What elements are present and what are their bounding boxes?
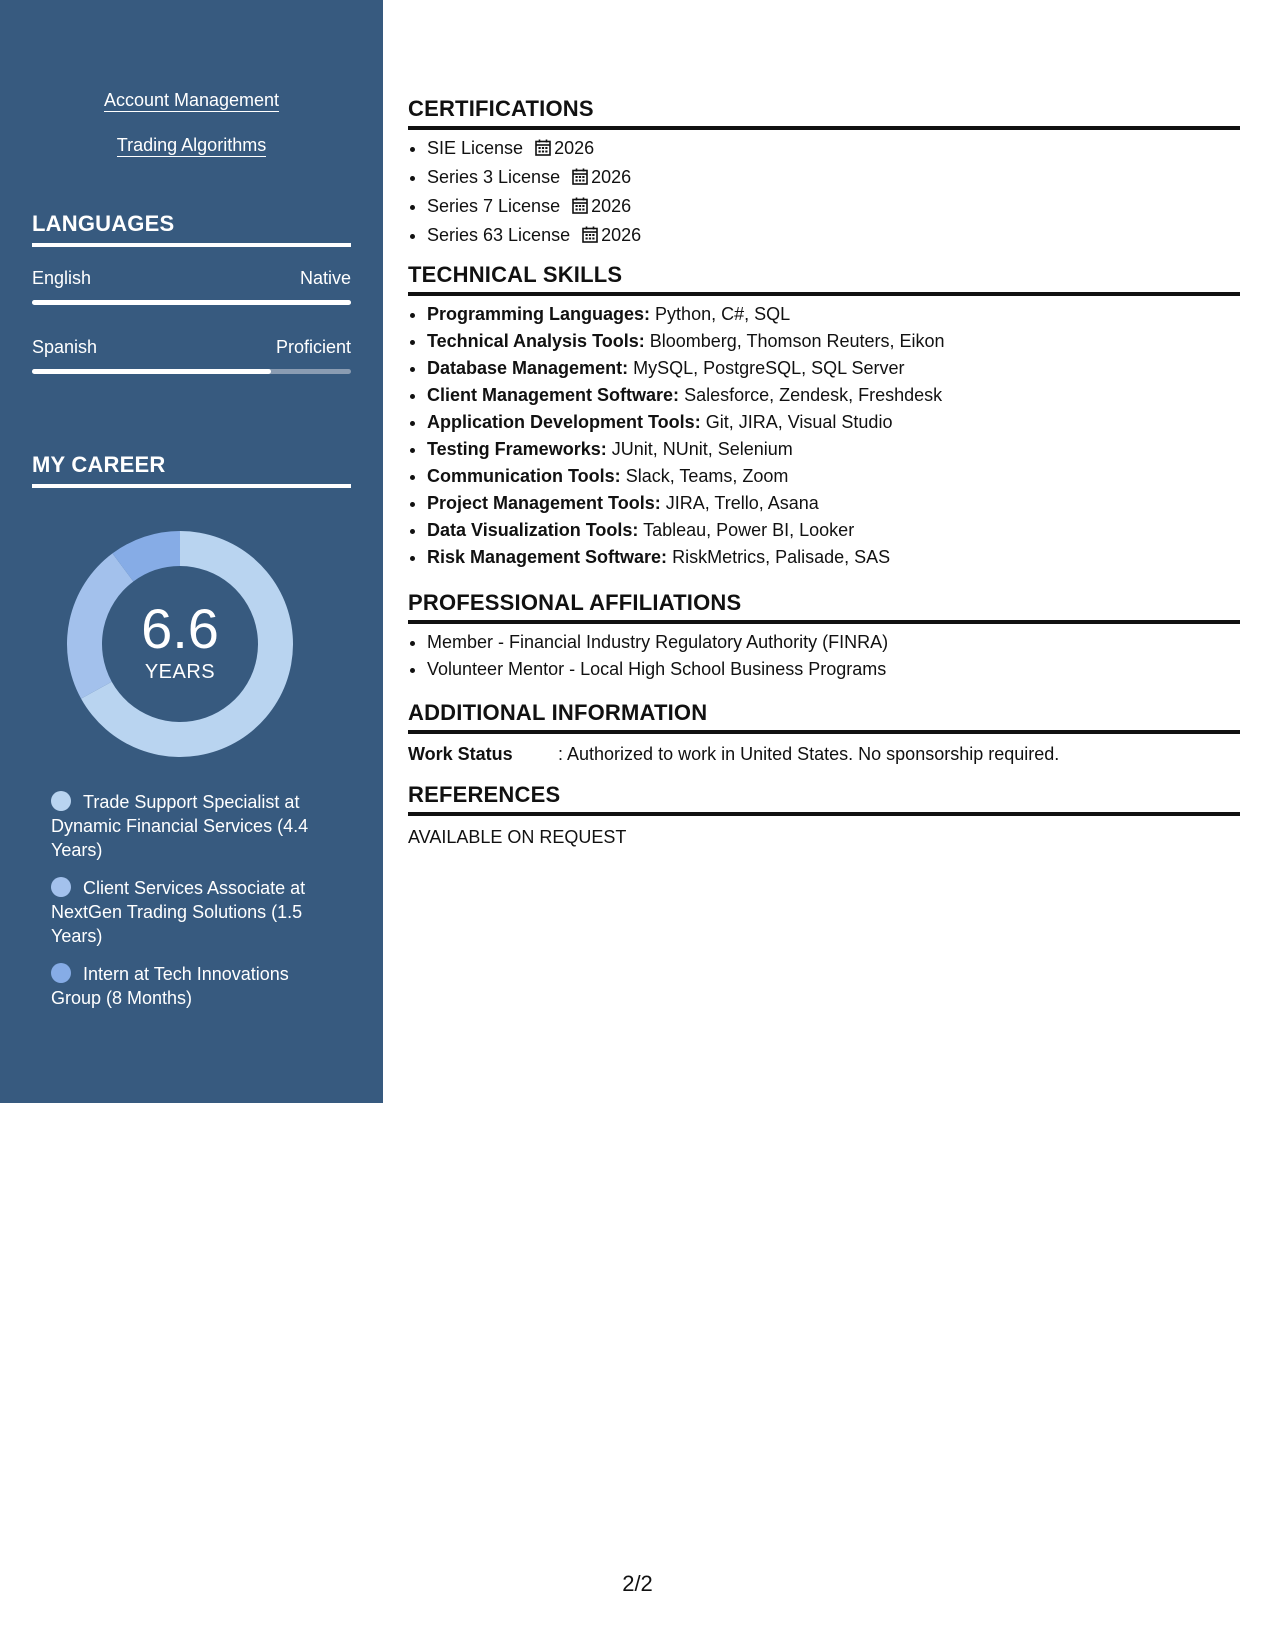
references-heading: REFERENCES (408, 782, 1240, 816)
certification-year: 2026 (601, 225, 642, 245)
skill-value: Slack, Teams, Zoom (625, 466, 789, 486)
certification-item (427, 222, 641, 251)
skill-list (0, 89, 383, 156)
calendar-icon (572, 166, 588, 193)
affiliation-item: • Volunteer Mentor - Local High School Business Programs (427, 656, 888, 683)
calendar-icon (572, 195, 588, 222)
skill-label: Communication Tools: (427, 466, 621, 486)
language-row (32, 337, 351, 358)
career-item (51, 962, 331, 1010)
skill-link[interactable] (0, 89, 383, 111)
certification-item (427, 193, 641, 222)
skill-label: Client Management Software: (427, 385, 680, 405)
skill-value: Git, JIRA, Visual Studio (705, 412, 893, 432)
calendar-icon (582, 224, 598, 251)
skill-value: MySQL, PostgreSQL, SQL Server (633, 358, 905, 378)
skill-label: Technical Analysis Tools: (427, 331, 645, 351)
language-level: Proficient (275, 337, 351, 357)
skill-label: Risk Management Software: (427, 547, 668, 567)
skill-label: Database Management: (427, 358, 629, 378)
donut-center (67, 531, 293, 757)
affiliation-item: • Member - Financial Industry Regulatory Authority (FINRA) (427, 629, 888, 656)
skill-item (427, 463, 945, 490)
language-bar-fill (32, 369, 271, 374)
skill-label: Application Development Tools: (427, 412, 701, 432)
skill-label: Data Visualization Tools: (427, 520, 639, 540)
career-item-text: Trade Support Specialist at Dynamic Financial Services (4.4 Years) (51, 792, 309, 860)
skill-item (427, 301, 945, 328)
skill-item (427, 328, 945, 355)
skill-item (427, 436, 945, 463)
skill-value: JIRA, Trello, Asana (665, 493, 819, 513)
work-status-label: Work Status (408, 744, 513, 764)
additional-info-heading: ADDITIONAL INFORMATION (408, 700, 1240, 734)
calendar-icon (535, 137, 551, 164)
language-bar (32, 369, 351, 374)
skill-item (427, 409, 945, 436)
language-row (32, 268, 351, 289)
skill-item (427, 355, 945, 382)
affiliations-heading: PROFESSIONAL AFFILIATIONS (408, 590, 1240, 624)
certifications-heading: CERTIFICATIONS (408, 96, 1240, 130)
legend-dot-icon (51, 963, 71, 983)
language-level: Native (299, 268, 351, 288)
skill-value: Python, C#, SQL (655, 304, 791, 324)
skill-value: Bloomberg, Thomson Reuters, Eikon (649, 331, 945, 351)
technical-skills-heading: TECHNICAL SKILLS (408, 262, 1240, 296)
skill-label: Programming Languages: (427, 304, 651, 324)
certification-year: 2026 (591, 167, 632, 187)
skill-item (427, 490, 945, 517)
certification-year: 2026 (554, 138, 595, 158)
certifications-list (408, 135, 641, 251)
skill-label: Project Management Tools: (427, 493, 661, 513)
certification-item (427, 164, 641, 193)
work-status-value: : Authorized to work in United States. No sponsorship required. (558, 744, 1060, 764)
career-item-text: Intern at Tech Innovations Group (8 Months) (51, 964, 289, 1008)
skill-link[interactable] (0, 134, 383, 156)
skill-link-label[interactable]: Trading Algorithms (116, 135, 267, 155)
technical-skills-list (408, 301, 945, 571)
language-bar-fill (32, 300, 351, 305)
sidebar (0, 0, 383, 1103)
legend-dot-icon (51, 791, 71, 811)
skill-link-label[interactable]: Account Management (103, 90, 280, 110)
career-item (51, 876, 331, 948)
skill-value: Salesforce, Zendesk, Freshdesk (684, 385, 943, 405)
skill-item (427, 517, 945, 544)
legend-dot-icon (51, 877, 71, 897)
skill-label: Testing Frameworks: (427, 439, 607, 459)
references-text: AVAILABLE ON REQUEST (408, 827, 627, 847)
career-total: 6.6 (141, 596, 219, 660)
certification-name: SIE License (427, 138, 524, 158)
language-bar (32, 300, 351, 305)
languages-heading: LANGUAGES (32, 211, 351, 247)
certification-year: 2026 (591, 196, 632, 216)
skill-value: RiskMetrics, Palisade, SAS (672, 547, 891, 567)
certification-item (427, 135, 641, 164)
career-list (51, 790, 331, 1024)
skill-item (427, 382, 945, 409)
career-unit: YEARS (144, 660, 216, 683)
certification-name: Series 3 License (427, 167, 561, 187)
skill-value: Tableau, Power BI, Looker (643, 520, 855, 540)
career-item (51, 790, 331, 862)
work-status-row (408, 742, 1059, 766)
page-number: 2/2 (622, 1571, 653, 1596)
affiliations-list (408, 629, 888, 683)
skill-item (427, 544, 945, 571)
certification-name: Series 63 License (427, 225, 571, 245)
skill-value: JUnit, NUnit, Selenium (611, 439, 793, 459)
certification-name: Series 7 License (427, 196, 561, 216)
language-name: English (32, 268, 92, 288)
career-donut (67, 531, 293, 757)
language-name: Spanish (32, 337, 98, 357)
career-item-text: Client Services Associate at NextGen Trading Solutions (1.5 Years) (51, 878, 306, 946)
career-heading: MY CAREER (32, 452, 351, 488)
